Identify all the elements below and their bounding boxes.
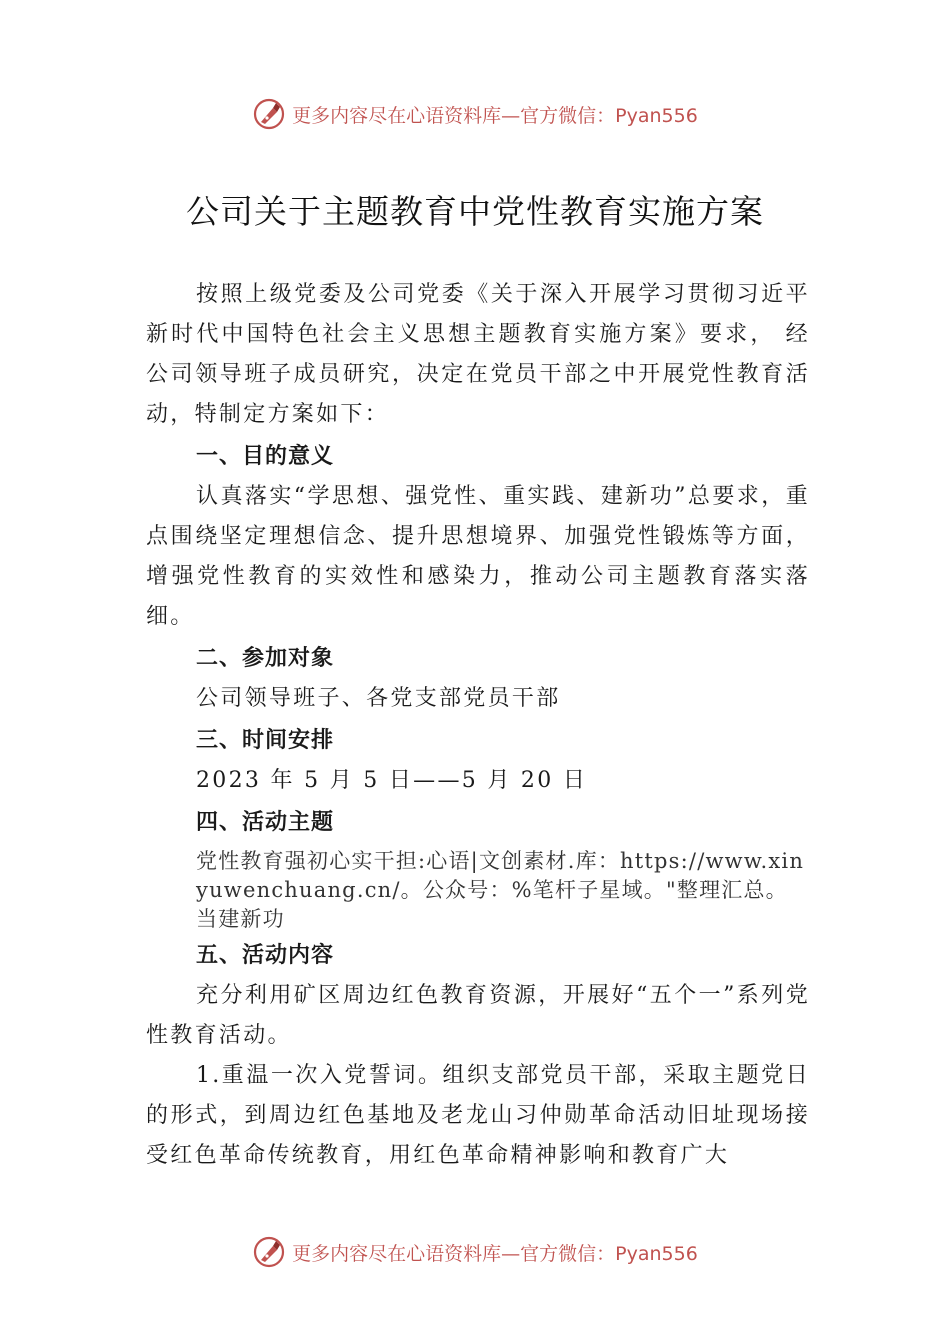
header-banner (0, 94, 950, 134)
section-body-theme: 党性教育强初心实干担:心语|文创素材.库：https://www.xinyuwenchuang.cn/。公众号：%笔杆子星域。"整理汇总。当建新功 (196, 849, 805, 931)
intro-paragraph: 按照上级党委及公司党委《关于深入开展学习贯彻习近平新时代中国特色社会主义思想主题教育实施方案》要求， 经公司领导班子成员研究，决定在党员干部之中开展党性教育活动，特制定方案如下： (146, 282, 810, 427)
banner-wechat-id: Pyan556 (615, 104, 698, 127)
footer-banner (0, 1232, 950, 1272)
pen-nib-logo-icon (252, 97, 286, 131)
section-body-schedule: 2023 年 5 月 5 日——5 月 20 日 (196, 768, 588, 793)
section-heading-participants: 二、参加对象 (196, 646, 335, 671)
section-body-participants: 公司领导班子、各党支部党员干部 (196, 686, 561, 711)
content-item-1: 1.重温一次入党誓词。组织支部党员干部，采取主题党日的形式，到周边红色基地及老龙山习仲勋革命活动旧址现场接受红色革命传统教育，用红色革命精神影响和教育广大 (146, 1063, 810, 1168)
document-title: 公司关于主题教育中党性教育实施方案 (186, 192, 764, 231)
section-heading-schedule: 三、时间安排 (196, 728, 335, 753)
banner-text (292, 1239, 698, 1266)
section-body-content: 充分利用矿区周边红色教育资源，开展好“五个一”系列党性教育活动。 (146, 983, 810, 1048)
document-body (146, 275, 810, 1176)
banner-wechat-id: Pyan556 (615, 1242, 698, 1265)
section-heading-purpose: 一、目的意义 (196, 444, 335, 469)
section-heading-content: 五、活动内容 (196, 943, 335, 968)
banner-slogan: 更多内容尽在心语资料库—官方微信： (292, 104, 616, 127)
section-body-purpose: 认真落实“学思想、强党性、重实践、建新功”总要求，重点围绕坚定理想信念、提升思想境界、加强党性锻炼等方面，增强党性教育的实效性和感染力，推动公司主题教育落实落细。 (146, 484, 810, 629)
banner-text (292, 101, 698, 128)
section-heading-theme: 四、活动主题 (196, 810, 335, 835)
pen-nib-logo-icon (252, 1235, 286, 1269)
banner-slogan: 更多内容尽在心语资料库—官方微信： (292, 1242, 616, 1265)
